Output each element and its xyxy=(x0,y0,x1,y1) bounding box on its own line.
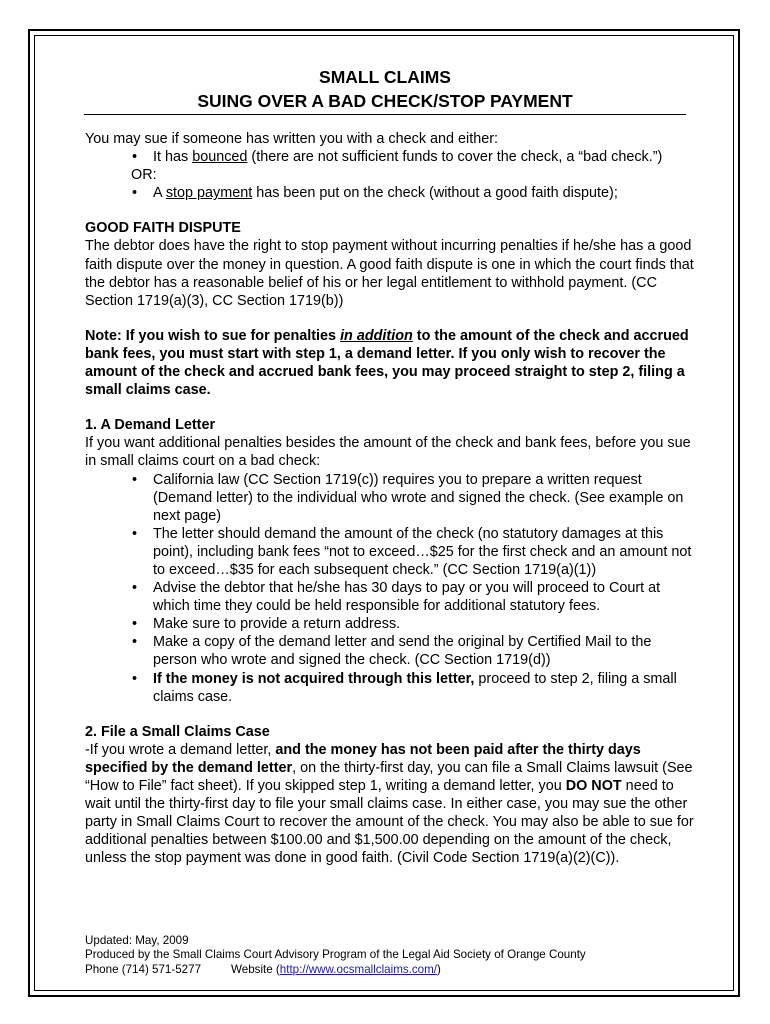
step1-bullet: • The letter should demand the amount of the check (no statutory damages at this point), including bank fees “not to exceed…$25 for the first check and an amount not to exceed…$35 for each subsequent check.” (CC Section 1719(a)(1)) xyxy=(85,525,695,579)
footer xyxy=(85,934,705,977)
intro-bullet-stop-payment: • A stop payment has been put on the check (without a good faith dispute); xyxy=(85,184,695,202)
step1-bullet-final: • If the money is not acquired through this letter, proceed to step 2, filing a small claims case. xyxy=(85,670,695,706)
phone-number: Phone (714) 571-5277 xyxy=(85,962,202,976)
bounced-term: bounced xyxy=(192,149,248,166)
good-faith-heading: GOOD FAITH DISPUTE xyxy=(85,220,241,237)
contact-line: Phone (714) 571-5277 Website (http://www.ocsmallclaims.com/) xyxy=(85,962,441,976)
intro-text: You may sue if someone has written you with a check and either: xyxy=(85,131,499,147)
updated-date: Updated: May, 2009 xyxy=(85,934,189,947)
note-paragraph: Note: If you wish to sue for penalties in addition to the amount of the check and accrued bank fees, you must start with step 1, a demand letter. If you only wish to recover the amount of the check and accrued bank fees, you may proceed straight to step 2, filing a small claims case. xyxy=(85,327,689,399)
document-title: SMALL CLAIMS xyxy=(319,67,451,87)
step2-text: -If you wrote a demand letter, and the money has not been paid after the thirty days specified by the demand letter, on the thirty-first day, you can file a Small Claims lawsuit (See “How to File” fact sheet). If you skipped step 1, writing a demand letter, you DO NOT need to wait until the thirty-first day to file your small claims case. In either case, you may sue the other party in Small Claims Court to recover the amount of the check. You may also be able to sue for additional penalties between $100.00 and $1,500.00 depending on the amount of the check, unless the stop payment was done in good faith. (Civil Code Section 1719(a)(2)(C)). xyxy=(85,741,694,867)
website-link[interactable]: http://www.ocsmallclaims.com/ xyxy=(279,962,437,976)
step1-bullet: • Advise the debtor that he/she has 30 days to pay or you will proceed to Court at which time they could be held responsible for additional statutory fees. xyxy=(85,579,695,615)
document-subtitle: SUING OVER A BAD CHECK/STOP PAYMENT xyxy=(197,91,573,111)
step1-heading: 1. A Demand Letter xyxy=(85,417,216,434)
intro-bullet-bounced: • It has bounced (there are not sufficient funds to cover the check, a “bad check.”) xyxy=(85,148,695,166)
title-divider xyxy=(84,114,686,115)
step1-bullet: • Make a copy of the demand letter and send the original by Certified Mail to the person who wrote and signed the check. (CC Section 1719(d)) xyxy=(85,633,695,669)
in-addition-emphasis: in addition xyxy=(340,327,413,344)
producer-credit: Produced by the Small Claims Court Advisory Program of the Legal Aid Society of Orange County xyxy=(85,948,586,962)
good-faith-text: The debtor does have the right to stop payment without incurring penalties if he/she has a good faith dispute over the money in question. A good faith dispute is one in which the court finds that the debtor has a reasonable belief of his or her legal entitlement to withhold payment. (CC Section 1719(a)(3), CC Section 1719(b)) xyxy=(85,238,694,309)
or-separator: OR: xyxy=(131,167,157,184)
stop-payment-term: stop payment xyxy=(165,185,253,202)
step1-bullet: • Make sure to provide a return address. xyxy=(85,615,695,633)
step2-heading: 2. File a Small Claims Case xyxy=(85,723,270,740)
step1-bullet: • California law (CC Section 1719(c)) requires you to prepare a written request (Demand letter) to the individual who wrote and signed the check. (See example on next page) xyxy=(85,471,695,525)
step1-intro: If you want additional penalties besides the amount of the check and bank fees, before you sue in small claims court on a bad check: xyxy=(85,435,691,470)
document-body xyxy=(85,130,695,867)
